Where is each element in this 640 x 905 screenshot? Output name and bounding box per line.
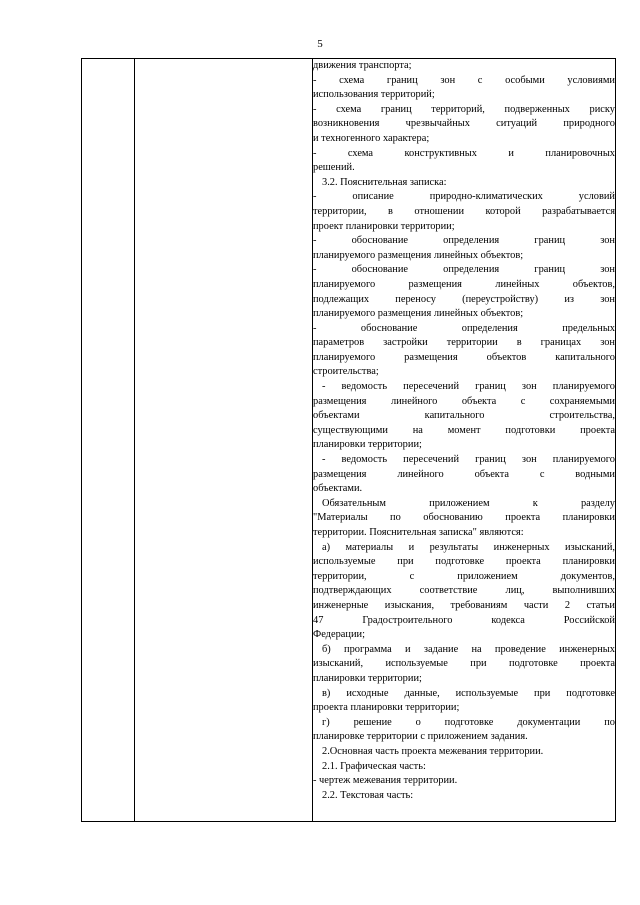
text-line: объектами.	[313, 483, 363, 495]
text-line: подтверждающих соответствие лиц, выполнивших	[313, 585, 615, 597]
text-line: изысканий, используемые при подготовке проекта	[313, 658, 615, 670]
text-line: использования территорий;	[313, 89, 435, 101]
text-line: Обязательным приложением к разделу	[322, 497, 615, 509]
text-line: 2.1. Графическая часть:	[322, 760, 426, 772]
text-line: - ведомость пересечений границ зон планируемого	[322, 381, 615, 393]
text-line: - обоснование определения границ зон	[313, 235, 615, 247]
text-line: "Материалы по обоснованию проекта планировки	[313, 512, 615, 524]
text-line: планировки территории;	[313, 672, 422, 684]
text-line: б) программа и задание на проведение инженерных	[322, 643, 615, 655]
text-line: 3.2. Пояснительная записка:	[322, 176, 447, 188]
text-line: инженерные изыскания, требованиям части 2 статьи	[313, 599, 615, 611]
text-line: решений.	[313, 162, 355, 174]
page-number: 5	[317, 38, 323, 50]
text-line: - ведомость пересечений границ зон планируемого	[322, 454, 615, 466]
text-line: - обоснование определения предельных	[313, 322, 615, 334]
text-line: строительства;	[313, 366, 379, 378]
text-line: - схема границ территорий, подверженных риску	[313, 103, 615, 115]
text-line: а) материалы и результаты инженерных изысканий,	[322, 541, 615, 553]
text-line: - чертеж межевания территории.	[313, 775, 458, 787]
text-line: планировке территории с приложением задания.	[313, 731, 528, 743]
text-line: территории, с приложением документов,	[313, 570, 615, 582]
text-line: - схема границ зон с особыми условиями	[313, 74, 615, 86]
text-line: и техногенного характера;	[313, 132, 430, 144]
text-line: планируемого размещения линейных объектов,	[313, 278, 615, 290]
table-row	[82, 59, 616, 822]
table-cell-section	[135, 59, 313, 822]
text-line: 2.Основная часть проекта межевания территории.	[322, 745, 544, 757]
text-line: проекта планировки территории;	[313, 702, 460, 714]
table-cell-number	[82, 59, 135, 822]
text-line: подлежащих переносу (переустройству) из зон	[313, 293, 615, 305]
table-cell-content	[313, 59, 616, 822]
text-line: используемые при подготовке проекта планировки	[313, 556, 615, 568]
text-line: Федерации;	[313, 629, 365, 641]
text-line: размещения линейного объекта с сохраняемыми	[313, 395, 615, 407]
text-line: планируемого размещения объектов капитального	[313, 351, 615, 363]
text-line: 2.2. Текстовая часть:	[322, 789, 414, 801]
text-line: существующими на момент подготовки проекта	[313, 424, 615, 436]
text-line: территории, в отношении которой разрабатывается	[313, 205, 615, 217]
text-line: г) решение о подготовке документации по	[322, 716, 615, 728]
text-line: - описание природно-климатических условий	[313, 191, 615, 203]
text-line: объектами капитального строительства,	[313, 410, 615, 422]
text-line: 47 Градостроительного кодекса Российской	[313, 614, 615, 626]
text-line: размещения линейного объекта с водными	[313, 468, 615, 480]
text-line: возникновения чрезвычайных ситуаций природного	[313, 118, 615, 130]
text-line: движения транспорта;	[313, 60, 412, 71]
text-line: планируемого размещения линейных объектов;	[313, 249, 524, 261]
text-line: параметров застройки территории в границах зон	[313, 337, 615, 349]
text-line: - обоснование определения границ зон	[313, 264, 615, 276]
text-line: территории. Пояснительная записка" являются:	[313, 527, 524, 538]
text-line: планировки территории;	[313, 439, 422, 451]
text-line: планируемого размещения линейных объектов;	[313, 308, 524, 320]
text-line: в) исходные данные, используемые при подготовке	[322, 687, 615, 699]
text-line: - схема конструктивных и планировочных	[313, 147, 615, 159]
content-table	[81, 58, 616, 822]
text-line: проект планировки территории;	[313, 220, 455, 232]
